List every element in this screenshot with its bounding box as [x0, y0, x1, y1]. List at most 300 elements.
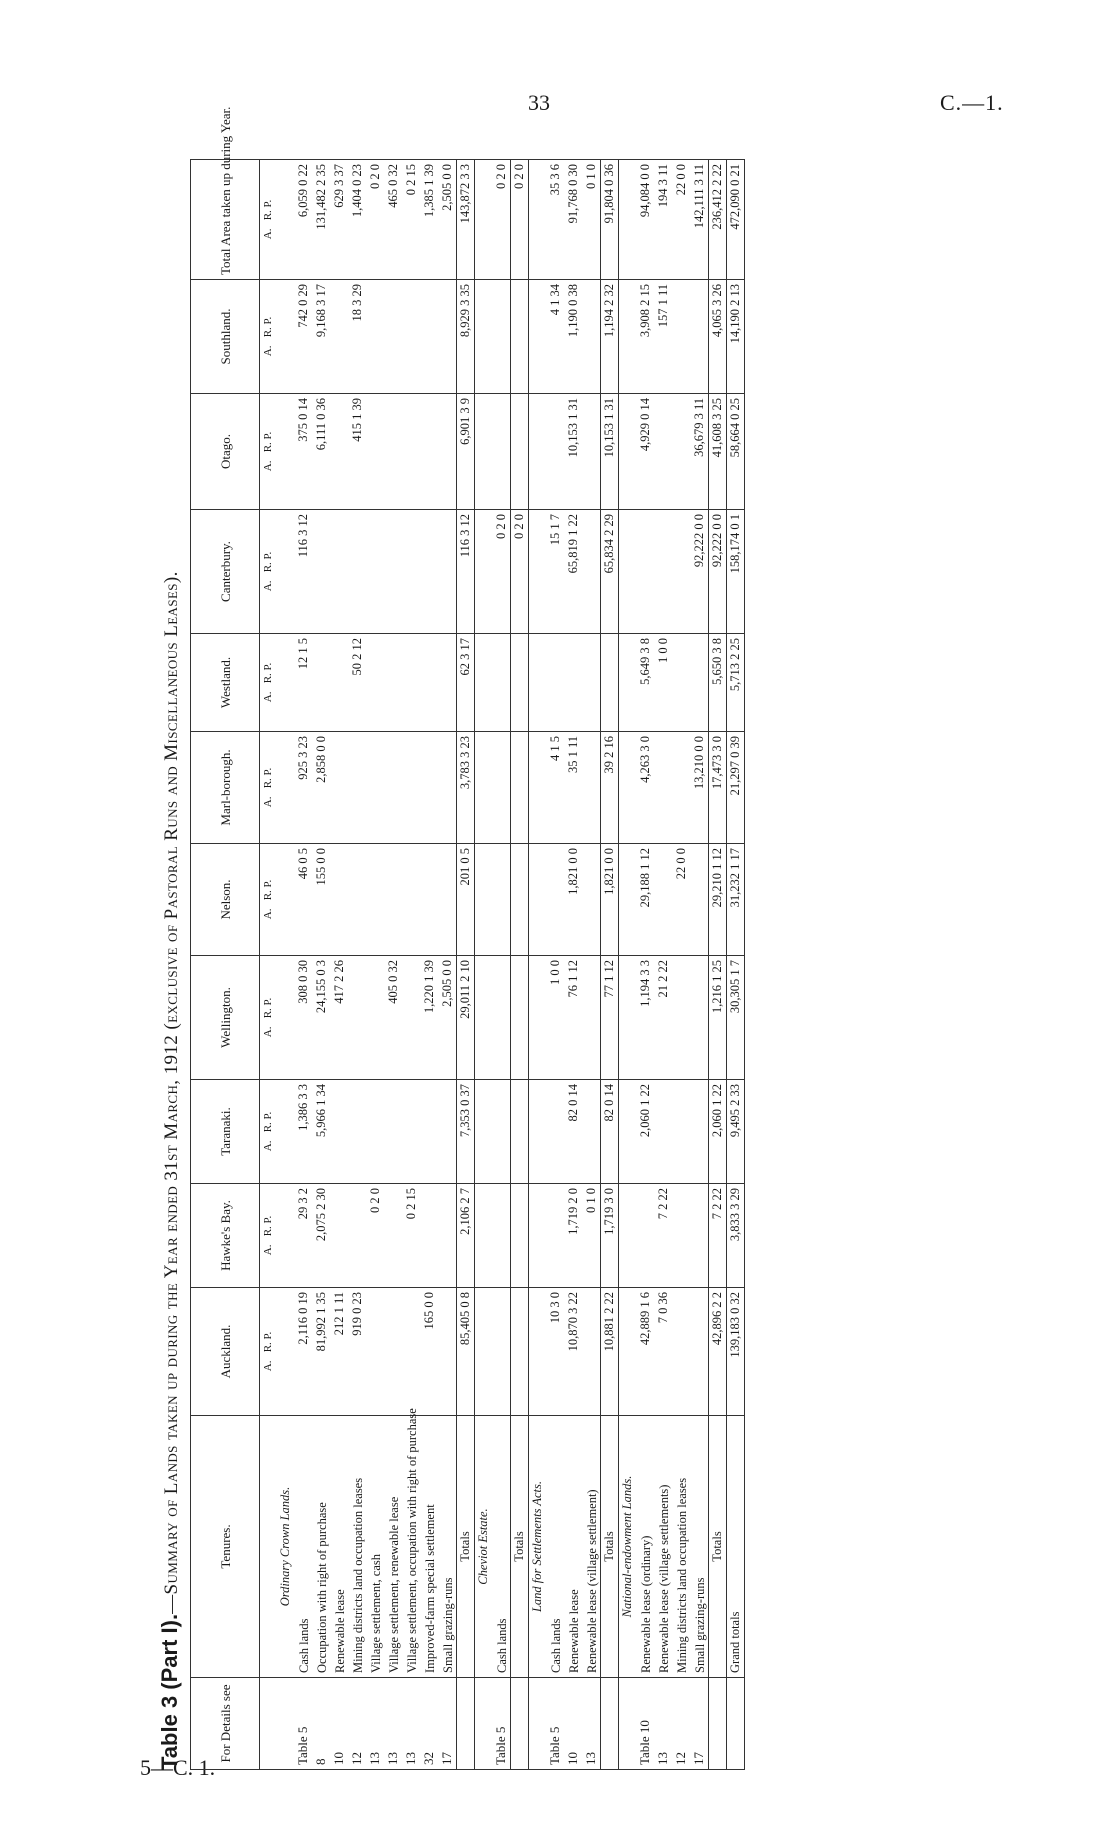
details-ref-cell [709, 1678, 727, 1770]
area-cell: 0 1 0 [582, 1184, 601, 1288]
area-cell: 0 2 0 [511, 510, 529, 634]
area-cell: 5,713 2 25 [727, 634, 745, 732]
table-row [348, 160, 366, 1770]
area-cell [438, 510, 457, 634]
empty-cell [619, 1080, 637, 1184]
area-cell: 2,116 0 19 [294, 1288, 312, 1416]
area-cell [438, 280, 457, 394]
details-ref-cell: 13 [654, 1678, 672, 1770]
area-cell [690, 1288, 709, 1416]
units-cell: A. R. P. [260, 1184, 278, 1288]
area-cell [330, 1184, 348, 1288]
area-cell: 1,719 2 0 [564, 1184, 582, 1288]
area-cell [348, 1080, 366, 1184]
section-row-land-for-settlements-acts [529, 160, 547, 1770]
area-cell [330, 1080, 348, 1184]
tenure-cell: Renewable lease [564, 1416, 582, 1678]
grand-total-row [727, 160, 745, 1770]
table-row [366, 160, 384, 1770]
area-cell: 2,060 1 22 [709, 1080, 727, 1184]
area-cell [384, 1288, 402, 1416]
area-cell: 415 1 39 [348, 394, 366, 510]
details-ref-cell [727, 1678, 745, 1770]
empty-cell [619, 160, 637, 280]
tenure-cell: Cash lands [546, 1416, 564, 1678]
details-ref-cell: 12 [672, 1678, 690, 1770]
empty-cell [619, 732, 637, 844]
area-cell [654, 394, 672, 510]
tenure-cell: Improved-farm special settlement [420, 1416, 438, 1678]
empty-cell [277, 844, 294, 956]
empty-cell [529, 732, 547, 844]
empty-cell [529, 394, 547, 510]
area-cell [330, 732, 348, 844]
area-cell [511, 280, 529, 394]
empty-cell [529, 280, 547, 394]
area-cell [546, 1184, 564, 1288]
totals-row [457, 160, 475, 1770]
area-cell: 0 2 0 [366, 1184, 384, 1288]
area-cell: 76 1 12 [564, 956, 582, 1080]
area-cell [582, 394, 601, 510]
section-ref-cell [529, 1678, 547, 1770]
area-cell [672, 1288, 690, 1416]
area-cell [546, 1080, 564, 1184]
area-cell: 85,405 0 8 [457, 1288, 475, 1416]
header-canterbury: Canterbury. [191, 510, 260, 634]
table-row [438, 160, 457, 1770]
header-tenures: Tenures. [191, 1416, 260, 1678]
area-cell [402, 1080, 420, 1184]
area-cell [546, 844, 564, 956]
area-cell [582, 844, 601, 956]
area-cell [582, 1080, 601, 1184]
area-cell [654, 510, 672, 634]
details-ref-cell [457, 1678, 475, 1770]
details-ref-cell [601, 1678, 619, 1770]
header-total-area: Total Area taken up during Year. [191, 160, 260, 280]
details-ref-cell: Table 5 [294, 1678, 312, 1770]
tenure-cell: Renewable lease [330, 1416, 348, 1678]
area-cell: 925 3 23 [294, 732, 312, 844]
area-cell [330, 280, 348, 394]
section-row-national-endowment-lands [619, 160, 637, 1770]
area-cell: 0 2 15 [402, 1184, 420, 1288]
area-cell: 2,075 2 30 [312, 1184, 330, 1288]
area-cell: 142,111 3 11 [690, 160, 709, 280]
area-cell: 2,858 0 0 [312, 732, 330, 844]
area-cell: 6,111 0 36 [312, 394, 330, 510]
page-number: 33 [528, 90, 550, 115]
table-row [582, 160, 601, 1770]
tenure-cell: Cash lands [294, 1416, 312, 1678]
area-cell [438, 1080, 457, 1184]
empty-cell [475, 634, 493, 732]
area-cell: 7 2 22 [654, 1184, 672, 1288]
area-cell: 17,473 3 0 [709, 732, 727, 844]
area-cell: 39 2 16 [601, 732, 619, 844]
area-cell [438, 1288, 457, 1416]
area-cell: 4,065 3 26 [709, 280, 727, 394]
units-cell: A. R. P. [260, 844, 278, 956]
area-cell: 35 3 6 [546, 160, 564, 280]
section-heading: Land for Settlements Acts. [529, 1416, 547, 1678]
section-heading: National-endowment Lands. [619, 1416, 637, 1678]
area-cell: 405 0 32 [384, 956, 402, 1080]
area-cell [384, 732, 402, 844]
details-ref-cell: 32 [420, 1678, 438, 1770]
area-cell [420, 510, 438, 634]
area-cell [330, 844, 348, 956]
tenure-cell: Renewable lease (ordinary) [636, 1416, 654, 1678]
area-cell [402, 956, 420, 1080]
area-cell [330, 394, 348, 510]
area-cell: 1,194 2 32 [601, 280, 619, 394]
area-cell [420, 1184, 438, 1288]
area-cell: 82 0 14 [601, 1080, 619, 1184]
area-cell: 194 3 11 [654, 160, 672, 280]
area-cell: 1,194 3 3 [636, 956, 654, 1080]
area-cell: 6,059 0 22 [294, 160, 312, 280]
area-cell [402, 280, 420, 394]
details-ref-cell [511, 1678, 529, 1770]
area-cell: 1,385 1 39 [420, 160, 438, 280]
area-cell: 5,966 1 34 [312, 1080, 330, 1184]
area-cell: 6,901 3 9 [457, 394, 475, 510]
details-ref-cell: Table 10 [636, 1678, 654, 1770]
area-cell [420, 1080, 438, 1184]
area-cell: 9,495 2 33 [727, 1080, 745, 1184]
empty-cell [529, 1288, 547, 1416]
area-cell [582, 510, 601, 634]
details-ref-cell: 13 [384, 1678, 402, 1770]
area-cell [402, 394, 420, 510]
area-cell [511, 634, 529, 732]
empty-cell [529, 510, 547, 634]
area-cell [672, 1080, 690, 1184]
area-cell [690, 634, 709, 732]
header-westland: Westland. [191, 634, 260, 732]
area-cell: 14,190 2 13 [727, 280, 745, 394]
area-cell: 417 2 26 [330, 956, 348, 1080]
area-cell: 1,821 0 0 [564, 844, 582, 956]
empty-cell [277, 732, 294, 844]
table-row [294, 160, 312, 1770]
section-ref-cell [619, 1678, 637, 1770]
area-cell: 2,505 0 0 [438, 160, 457, 280]
area-cell: 12 1 5 [294, 634, 312, 732]
header-details: For Details see [191, 1678, 260, 1770]
details-ref-cell: 13 [582, 1678, 601, 1770]
area-cell: 41,608 3 25 [709, 394, 727, 510]
area-cell: 21 2 22 [654, 956, 672, 1080]
area-cell [654, 732, 672, 844]
tenure-cell: Small grazing-runs [438, 1416, 457, 1678]
totals-row [709, 160, 727, 1770]
empty-cell [619, 1288, 637, 1416]
area-cell [420, 844, 438, 956]
section-ref-cell [277, 1678, 294, 1770]
area-cell: 0 1 0 [582, 160, 601, 280]
area-cell [384, 510, 402, 634]
area-cell: 36,679 3 11 [690, 394, 709, 510]
area-cell [636, 1184, 654, 1288]
area-cell: 91,768 0 30 [564, 160, 582, 280]
area-cell: 1,821 0 0 [601, 844, 619, 956]
area-cell: 1,404 0 23 [348, 160, 366, 280]
area-cell [402, 1288, 420, 1416]
area-cell [690, 1184, 709, 1288]
area-cell: 1 0 0 [654, 634, 672, 732]
area-cell: 2,106 2 7 [457, 1184, 475, 1288]
area-cell: 308 0 30 [294, 956, 312, 1080]
area-cell: 742 0 29 [294, 280, 312, 394]
area-cell [348, 956, 366, 1080]
area-cell: 116 3 12 [294, 510, 312, 634]
area-cell [492, 1288, 511, 1416]
area-cell [384, 394, 402, 510]
area-cell: 3,833 3 29 [727, 1184, 745, 1288]
area-cell: 91,804 0 36 [601, 160, 619, 280]
area-cell [384, 1184, 402, 1288]
area-cell: 9,168 3 17 [312, 280, 330, 394]
units-cell: A. R. P. [260, 732, 278, 844]
table-row [654, 160, 672, 1770]
area-cell [492, 1184, 511, 1288]
area-cell [601, 634, 619, 732]
area-cell [384, 1080, 402, 1184]
empty-cell [277, 394, 294, 510]
empty-cell [277, 1288, 294, 1416]
area-cell: 10,870 3 22 [564, 1288, 582, 1416]
empty-cell [529, 634, 547, 732]
empty-cell [475, 956, 493, 1080]
header-hawkes-bay: Hawke's Bay. [191, 1184, 260, 1288]
area-cell: 1,220 1 39 [420, 956, 438, 1080]
area-cell [420, 394, 438, 510]
details-ref-cell: 17 [690, 1678, 709, 1770]
area-cell: 375 0 14 [294, 394, 312, 510]
area-cell: 4 1 34 [546, 280, 564, 394]
area-cell [348, 732, 366, 844]
area-cell [492, 634, 511, 732]
totals-row [601, 160, 619, 1770]
area-cell [511, 732, 529, 844]
area-cell [402, 844, 420, 956]
tenure-cell: Mining districts land occupation leases [348, 1416, 366, 1678]
area-cell [330, 510, 348, 634]
empty-cell [619, 1184, 637, 1288]
area-cell: 42,889 1 6 [636, 1288, 654, 1416]
area-cell [348, 844, 366, 956]
tenure-cell: Renewable lease (village settlements) [654, 1416, 672, 1678]
empty-cell [277, 634, 294, 732]
area-cell: 5,650 3 8 [709, 634, 727, 732]
footer-reference: 5—C. 1. [140, 1755, 216, 1780]
header-nelson: Nelson. [191, 844, 260, 956]
tenure-cell: Village settlement, occupation with right of purchase [402, 1416, 420, 1678]
area-cell: 1 0 0 [546, 956, 564, 1080]
tenure-cell: Renewable lease (village settlement) [582, 1416, 601, 1678]
table-row [492, 160, 511, 1770]
tenure-cell: Village settlement, cash [366, 1416, 384, 1678]
area-cell [402, 732, 420, 844]
header-marlborough: Marl-borough. [191, 732, 260, 844]
area-cell: 131,482 2 35 [312, 160, 330, 280]
empty-cell [277, 510, 294, 634]
area-cell: 1,719 3 0 [601, 1184, 619, 1288]
area-cell: 0 2 0 [492, 160, 511, 280]
area-cell [312, 634, 330, 732]
area-cell: 30,305 1 7 [727, 956, 745, 1080]
area-cell: 22 0 0 [672, 160, 690, 280]
area-cell [492, 956, 511, 1080]
empty-cell [529, 844, 547, 956]
area-cell [511, 844, 529, 956]
table-row [564, 160, 582, 1770]
area-cell [582, 1288, 601, 1416]
units-empty [260, 1416, 278, 1678]
area-cell [438, 844, 457, 956]
area-cell [690, 844, 709, 956]
area-cell [366, 394, 384, 510]
area-cell: 10,153 1 31 [564, 394, 582, 510]
area-cell: 81,992 1 35 [312, 1288, 330, 1416]
area-cell [492, 280, 511, 394]
empty-cell [277, 1184, 294, 1288]
tenure-cell: Small grazing-runs [690, 1416, 709, 1678]
area-cell: 465 0 32 [384, 160, 402, 280]
table-row [690, 160, 709, 1770]
area-cell: 22 0 0 [672, 844, 690, 956]
area-cell: 212 1 11 [330, 1288, 348, 1416]
area-cell: 7 2 22 [709, 1184, 727, 1288]
area-cell: 4,263 3 0 [636, 732, 654, 844]
area-cell: 0 2 15 [402, 160, 420, 280]
units-cell: A. R. P. [260, 1080, 278, 1184]
details-ref-cell: 17 [438, 1678, 457, 1770]
area-cell [348, 1184, 366, 1288]
area-cell [366, 634, 384, 732]
table-title-text: —Summary of Lands taken up during the Year ended 31st March, 1912 (exclusive of Pastoral Runs and Miscellaneous Leases). [161, 571, 182, 1614]
area-cell [582, 956, 601, 1080]
area-cell [511, 956, 529, 1080]
empty-cell [619, 280, 637, 394]
units-cell: A. R. P. [260, 394, 278, 510]
area-cell [330, 634, 348, 732]
empty-cell [619, 394, 637, 510]
empty-cell [619, 844, 637, 956]
area-cell [438, 1184, 457, 1288]
area-cell: 143,872 3 3 [457, 160, 475, 280]
area-cell: 5,649 3 8 [636, 634, 654, 732]
area-cell [438, 634, 457, 732]
empty-cell [475, 510, 493, 634]
empty-cell [277, 1080, 294, 1184]
details-ref-cell: 10 [564, 1678, 582, 1770]
empty-cell [475, 280, 493, 394]
empty-cell [619, 956, 637, 1080]
empty-cell [529, 956, 547, 1080]
section-row-ordinary-crown-lands [277, 160, 294, 1770]
area-cell: 29,011 2 10 [457, 956, 475, 1080]
table-row [420, 160, 438, 1770]
area-cell: 13,210 0 0 [690, 732, 709, 844]
area-cell [672, 956, 690, 1080]
area-cell [366, 1080, 384, 1184]
area-cell [672, 510, 690, 634]
area-cell: 4,929 0 14 [636, 394, 654, 510]
header-taranaki: Taranaki. [191, 1080, 260, 1184]
empty-cell [529, 1184, 547, 1288]
area-cell [492, 1080, 511, 1184]
units-row [260, 160, 278, 1770]
area-cell: 4 1 5 [546, 732, 564, 844]
section-ref-cell [475, 1678, 493, 1770]
table-title-lead: Table 3 (Part I). [157, 1613, 182, 1770]
area-cell: 77 1 12 [601, 956, 619, 1080]
header-auckland: Auckland. [191, 1288, 260, 1416]
area-cell [654, 1080, 672, 1184]
area-cell [564, 634, 582, 732]
area-cell [511, 1184, 529, 1288]
empty-cell [619, 634, 637, 732]
area-cell [672, 634, 690, 732]
table-row [384, 160, 402, 1770]
table-body [277, 160, 745, 1770]
area-cell: 236,412 2 22 [709, 160, 727, 280]
area-cell: 919 0 23 [348, 1288, 366, 1416]
area-cell: 18 3 29 [348, 280, 366, 394]
area-cell [690, 956, 709, 1080]
area-cell: 2,060 1 22 [636, 1080, 654, 1184]
table-row [636, 160, 654, 1770]
area-cell: 50 2 12 [348, 634, 366, 732]
empty-cell [475, 394, 493, 510]
area-cell [366, 510, 384, 634]
area-cell: 29,210 1 12 [709, 844, 727, 956]
area-cell [511, 394, 529, 510]
units-cell: A. R. P. [260, 510, 278, 634]
area-cell: 24,155 0 3 [312, 956, 330, 1080]
area-cell: 472,090 0 21 [727, 160, 745, 280]
area-cell: 65,819 1 22 [564, 510, 582, 634]
tenure-cell: Occupation with right of purchase [312, 1416, 330, 1678]
header-wellington: Wellington. [191, 956, 260, 1080]
area-cell [672, 1184, 690, 1288]
area-cell [546, 634, 564, 732]
section-row-cheviot-estate [475, 160, 493, 1770]
area-cell: 46 0 5 [294, 844, 312, 956]
empty-cell [529, 160, 547, 280]
units-cell: A. R. P. [260, 956, 278, 1080]
table-row [330, 160, 348, 1770]
area-cell: 1,386 3 3 [294, 1080, 312, 1184]
empty-cell [529, 1080, 547, 1184]
area-cell: 7 0 36 [654, 1288, 672, 1416]
empty-cell [277, 280, 294, 394]
area-cell: 158,174 0 1 [727, 510, 745, 634]
totals-row [511, 160, 529, 1770]
area-cell [636, 510, 654, 634]
area-cell [438, 732, 457, 844]
area-cell [366, 956, 384, 1080]
area-cell [366, 732, 384, 844]
area-cell: 82 0 14 [564, 1080, 582, 1184]
empty-cell [277, 956, 294, 1080]
table-row [546, 160, 564, 1770]
area-cell: 2,505 0 0 [438, 956, 457, 1080]
